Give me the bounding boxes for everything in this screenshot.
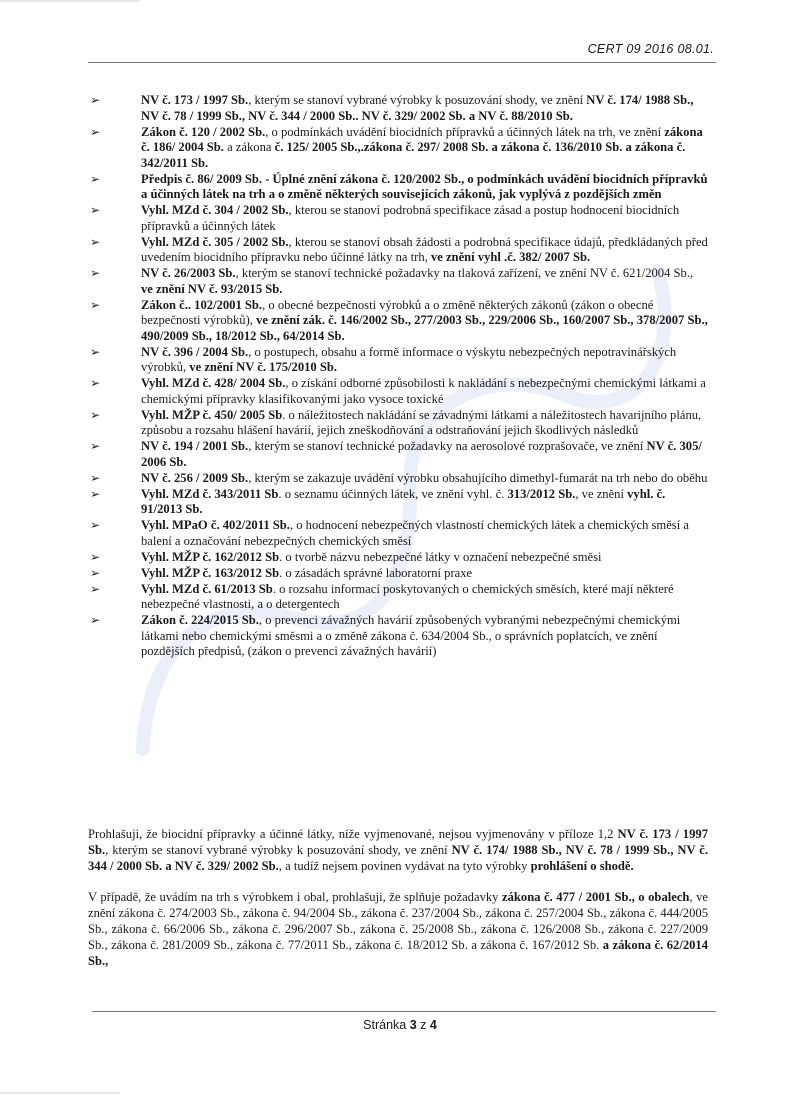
arrow-bullet-icon: ➢ <box>90 613 101 627</box>
legislation-item <box>88 582 708 613</box>
legislation-item-text: Vyhl. MŽP č. 162/2012 Sb. o tvorbě názvu nebezpečné látky v označení nebezpečné směsi <box>141 549 602 564</box>
legislation-item <box>88 345 708 376</box>
page-total: 4 <box>429 1018 437 1032</box>
legislation-item-text: NV č. 396 / 2004 Sb., o postupech, obsahu a formě informace o výskytu nebezpečných nepotravinářských výrobků, ve znění NV č. 175/2010 Sb. <box>141 344 677 374</box>
arrow-bullet-icon: ➢ <box>90 93 101 107</box>
arrow-bullet-icon: ➢ <box>90 565 101 580</box>
legislation-item <box>88 408 708 439</box>
page-separator: z <box>420 1018 427 1032</box>
legislation-item-text: Vyhl. MŽP č. 450/ 2005 Sb. o náležitostech nakládání se závadnými látkami a náležitostech havarijního plánu, způsobu a rozsahu hlášení havárií, jejich zneškodňování a odstraňování jejich škodlivých následků <box>141 407 702 437</box>
arrow-bullet-icon: ➢ <box>90 203 101 217</box>
legislation-item-text: NV č. 256 / 2009 Sb., kterým se zakazuje uvádění výrobku obsahujícího dimethyl-fumarát na trh nebo do oběhu <box>141 470 708 485</box>
page-current: 3 <box>409 1018 417 1032</box>
legislation-item <box>88 518 708 549</box>
legislation-item <box>88 471 708 487</box>
arrow-bullet-icon: ➢ <box>90 124 101 139</box>
legislation-item-text: Vyhl. MPaO č. 402/2011 Sb., o hodnocení nebezpečných vlastností chemických látek a chemických směsí a balení a označování nebezpečných chemických směsí <box>141 518 689 548</box>
legislation-item-text: Vyhl. MZd č. 304 / 2002 Sb., kterou se stanoví podrobná specifikace zásad a postup hodnocení biocidních přípravků a účinných látek <box>141 203 680 233</box>
legislation-item-text: Vyhl. MZd č. 428/ 2004 Sb., o získání odborné způsobilosti k nakládání s nebezpečnými chemickými látkami a chemickými přípravky klasifikovanými jako vysoce toxické <box>141 376 706 406</box>
legislation-item-text: Vyhl. MZd č. 61/2013 Sb. o rozsahu informací poskytovaných o chemických směsích, které mají některé nebezpečné vlastnosti, a o detergentech <box>141 581 674 611</box>
arrow-bullet-icon: ➢ <box>90 470 101 485</box>
arrow-bullet-icon: ➢ <box>90 439 101 453</box>
legislation-item <box>88 266 708 297</box>
legislation-item <box>88 203 708 234</box>
arrow-bullet-icon: ➢ <box>90 344 101 359</box>
legislation-item-text: NV č. 173 / 1997 Sb., kterým se stanoví vybrané výrobky k posuzování shody, ve znění NV č. 174/ 1988 Sb., NV č. 78 / 1999 Sb., NV č. 344 / 2000 Sb.. NV č. 329/ 2002 Sb. a NV č. 88/2010 Sb. <box>141 93 694 123</box>
page-word: Stránka <box>363 1018 407 1032</box>
legislation-item <box>88 566 708 582</box>
legislation-item <box>88 235 708 266</box>
legislation-item <box>88 376 708 407</box>
legislation-item-text: Zákon č.. 102/2001 Sb., o obecné bezpečnosti výrobků a o změně některých zákonů (zákon o obecné bezpečnosti výrobků), ve znění zák. č. 146/2002 Sb., 277/2003 Sb., 229/2006 Sb., 160/2007 Sb., 378/2007 Sb., 490/2009 Sb., 18/2012 Sb., 64/2014 Sb. <box>141 297 708 343</box>
declaration-paragraph-packaging: V případě, že uvádím na trh s výrobkem i obal, prohlašuji, že splňuje požadavky zákona č. 477 / 2001 Sb., o obalech, ve znění zákona č. 274/2003 Sb., zákona č. 94/2004 Sb., zákona č. 237/2004 Sb., zákona č. 257/2004 Sb., zákona č. 444/2005 Sb., zákona č. 66/2006 Sb., zákona č. 296/2007 Sb., zákona č. 25/2008 Sb., zákona č. 126/2008 Sb., zákona č. 227/2009 Sb., zákona č. 281/2009 Sb., zákona č. 77/2011 Sb., zákona č. 18/2012 Sb. a zákona č. 167/2012 Sb. a zákona č. 62/2014 Sb., <box>88 890 709 968</box>
legislation-item <box>88 439 708 470</box>
legislation-item-text: Zákon č. 224/2015 Sb., o prevenci závažných havárií způsobených vybranými nebezpečnými chemickými látkami nebo chemickými směsmi a o změně zákona č. 634/2004 Sb., o správních poplatcích, ve znění pozdějších předpisů, (zákon o prevenci závažných havárií) <box>141 613 681 658</box>
document-code: CERT 09 2016 08.01. <box>587 42 714 56</box>
arrow-bullet-icon: ➢ <box>90 549 101 564</box>
legislation-item <box>88 298 708 345</box>
scan-edge-bottom <box>0 1092 120 1094</box>
legislation-item <box>88 125 708 172</box>
legislation-item <box>88 487 708 518</box>
arrow-bullet-icon: ➢ <box>90 486 101 501</box>
legislation-item-text: NV č. 194 / 2001 Sb., kterým se stanoví technické požadavky na aerosolové rozprašovače, ve znění NV č. 305/ 2006 Sb. <box>141 439 702 469</box>
legislation-item-text: NV č. 26/2003 Sb., kterým se stanoví technické požadavky na tlaková zařízení, ve znění NV č. 621/2004 Sb., ve znění NV č. 93/2015 Sb. <box>141 266 694 296</box>
legislation-item-text: Vyhl. MŽP č. 163/2012 Sb. o zásadách správné laboratorní praxe <box>141 565 473 580</box>
legislation-item-text: Vyhl. MZd č. 305 / 2002 Sb., kterou se stanoví obsah žádosti a podrobná specifikace údajů, předkládaných před uvedením biocidního přípravku nebo účinné látky na trh, ve znění vyhl .č. 382/ 2007 Sb. <box>141 234 708 264</box>
arrow-bullet-icon: ➢ <box>90 171 101 186</box>
arrow-bullet-icon: ➢ <box>90 518 101 532</box>
legislation-list <box>88 93 708 660</box>
legislation-item-text: Vyhl. MZd č. 343/2011 Sb. o seznamu účinných látek, ve znění vyhl. č. 313/2012 Sb., ve znění vyhl. č. 91/2013 Sb. <box>141 486 666 516</box>
declaration-paragraph-biocides: Prohlašuji, že biocidní přípravky a účinné látky, níže vyjmenované, nejsou vyjmenovány v příloze 1,2 NV č. 173 / 1997 Sb., kterým se stanoví vybrané výrobky k posuzování shody, ve znění NV č. 174/ 1988 Sb., NV č. 78 / 1999 Sb., NV č. 344 / 2000 Sb. a NV č. 329/ 2002 Sb., a tudíž nejsem povinen vydávat na tyto výrobky prohlášení o shodě. <box>88 827 708 873</box>
arrow-bullet-icon: ➢ <box>90 581 101 596</box>
legislation-item <box>88 93 708 124</box>
arrow-bullet-icon: ➢ <box>90 376 101 390</box>
header-rule <box>88 62 716 63</box>
legislation-item-text: Předpis č. 86/ 2009 Sb. - Úplné znění zákona č. 120/2002 Sb., o podmínkách uvádění biocidních přípravků a účinných látek na trh a o změně některých souvisejících zákonů, jak vyplývá z pozdějších změn <box>141 171 708 201</box>
scan-edge-top <box>0 0 140 2</box>
footer-rule <box>92 1011 716 1012</box>
arrow-bullet-icon: ➢ <box>90 297 101 312</box>
legislation-item <box>88 172 708 203</box>
arrow-bullet-icon: ➢ <box>90 266 101 280</box>
arrow-bullet-icon: ➢ <box>90 407 101 422</box>
arrow-bullet-icon: ➢ <box>90 234 101 249</box>
page-number <box>0 1018 800 1032</box>
legislation-item <box>88 613 708 660</box>
legislation-item <box>88 550 708 566</box>
legislation-item-text: Zákon č. 120 / 2002 Sb., o podmínkách uvádění biocidních přípravků a účinných látek na trh, ve znění zákona č. 186/ 2004 Sb. a zákona č. 125/ 2005 Sb.,.zákona č. 297/ 2008 Sb. a zákona č. 136/2010 Sb. a zákona č. 342/2011 Sb. <box>141 124 703 170</box>
